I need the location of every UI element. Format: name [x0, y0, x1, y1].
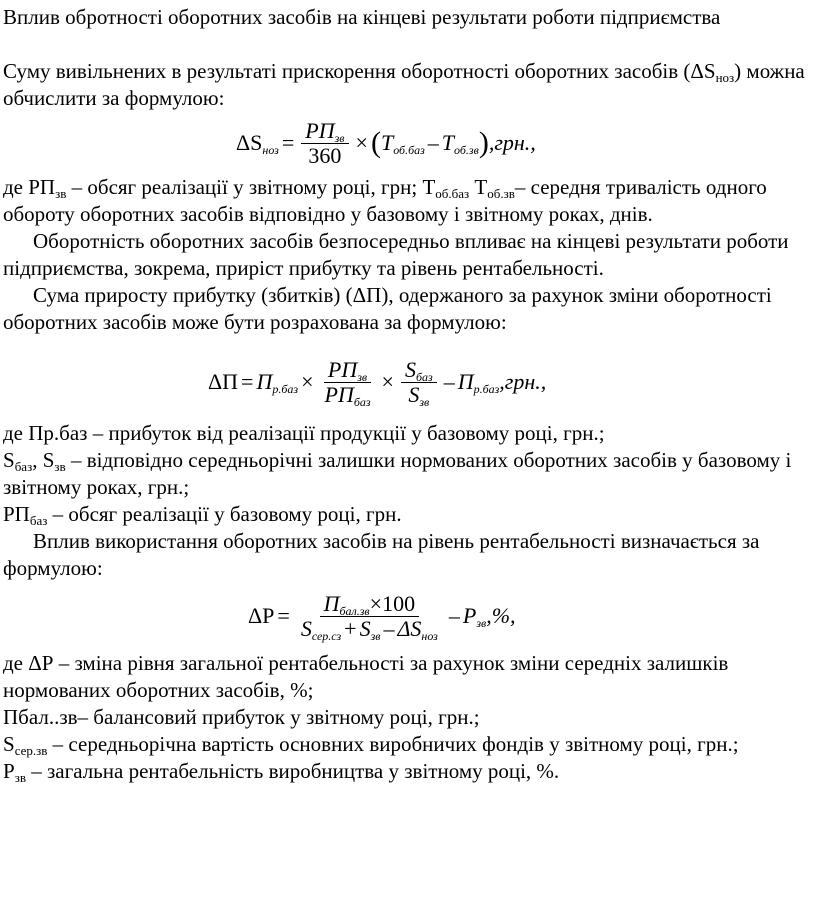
doc-title: Вплив обротності оборотних засобів на кінцеві результати роботи підприємства	[3, 5, 721, 29]
para-turnover-impact: Оборотність оборотних засобів безпосередньо впливає на кінцеві результати роботи підприємства, зокрема, приріст прибутку та рівень рентабельності.	[3, 229, 789, 280]
f2-times-2: ×	[381, 369, 394, 394]
f2-minus: –	[443, 369, 455, 394]
def3-line-4: $Р_{зв}$ – загальна рентабельність виробництва у звітному році, %.	[3, 759, 560, 785]
f1-t2: $T_{об.зв}$	[441, 130, 479, 157]
spacer	[3, 31, 815, 58]
f1-minus: –	[427, 130, 439, 155]
f2-fraction-2: $\frac{S_{баз}}{S_{зв}}$	[401, 358, 437, 407]
f1-close-paren: )	[478, 126, 489, 159]
def2-line-2: $S_{баз}$, $S_{зв}$ – відповідно середньорічні залишки нормованих оборотних засобів у базовому і звітному роках, грн.;	[3, 448, 792, 499]
f3-minus: –	[448, 603, 460, 628]
f1-lhs: $\Delta S_{ноз}$	[236, 130, 279, 157]
f3-lhs: ΔP	[248, 603, 275, 628]
formula-profitability	[248, 586, 815, 646]
f2-times-1: ×	[301, 369, 314, 394]
f1-open-paren: (	[370, 126, 381, 159]
para-profitability: Вплив використання оборотних засобів на рівень рентабельності визначається за формулою:	[3, 529, 760, 580]
f3-p: $P_{зв}$	[462, 603, 487, 630]
def3-line-2: Пбал..зв– балансовий прибуток у звітному році, грн.;	[3, 705, 480, 729]
f1-fraction: $\frac{РП_{зв}}{360}$	[301, 119, 348, 168]
intro-sub: ноз	[715, 70, 735, 85]
formula-profit-growth	[208, 350, 815, 414]
f3-fraction: $\frac{П_{бал.зв}\times 100}{S_{сер.сз} + S_{зв} - \Delta S_{ноз}}$	[300, 590, 438, 643]
f3-unit: ,%,	[486, 603, 516, 628]
f2-p2: $П_{р.баз}$	[457, 369, 500, 396]
f3-eq: =	[277, 603, 290, 628]
f1-times: ×	[355, 130, 368, 155]
def3-line-1: де ΔР – зміна рівня загальної рентабельності за рахунок зміни середніх залишків нормованих оборотних засобів, %;	[3, 651, 729, 702]
f1-t1: $T_{об.баз}$	[380, 130, 425, 157]
f2-lhs: ΔП	[208, 369, 239, 394]
f2-fraction-1: $\frac{РП_{зв}}{РП_{баз}}$	[324, 356, 371, 409]
intro-text-2: ) можна обчислити за формулою:	[3, 59, 805, 110]
def1-paragraph: де $РП_{зв}$ – обсяг реалізації у звітному році, грн; $Т_{об.баз}$ $Т_{об.зв}-$ середня тривалість одного обороту оборотних засобів відповідно у базовому і звітному роках, днів.	[3, 175, 767, 226]
formula-released-funds	[236, 114, 815, 172]
f2-eq: =	[241, 369, 254, 394]
def3-line-3: $S_{сер.зв}$ – середньорічна вартість основних виробничих фондів у звітному році, грн.;	[3, 732, 739, 758]
intro-paragraph	[3, 58, 815, 112]
intro-text-1: Суму вивільнених в результаті прискорення оборотності оборотних засобів (ΔS	[3, 59, 716, 83]
def2-line-3: $РП_{баз}$ – обсяг реалізації у базовому році, грн.	[3, 502, 402, 528]
f2-p: $П_{р.баз}$	[256, 369, 299, 396]
def2-line-1: де Пр.баз – прибуток від реалізації продукції у базовому році, грн.;	[3, 421, 605, 445]
f1-eq: =	[281, 130, 295, 155]
f1-unit: ,грн.,	[488, 130, 536, 155]
document	[3, 4, 815, 785]
para-profit-growth: Сума приросту прибутку (збитків) (ΔП), одержаного за рахунок зміни оборотності оборотних засобів може бути розрахована за формулою:	[3, 283, 772, 334]
f2-unit: ,грн.,	[499, 369, 547, 394]
